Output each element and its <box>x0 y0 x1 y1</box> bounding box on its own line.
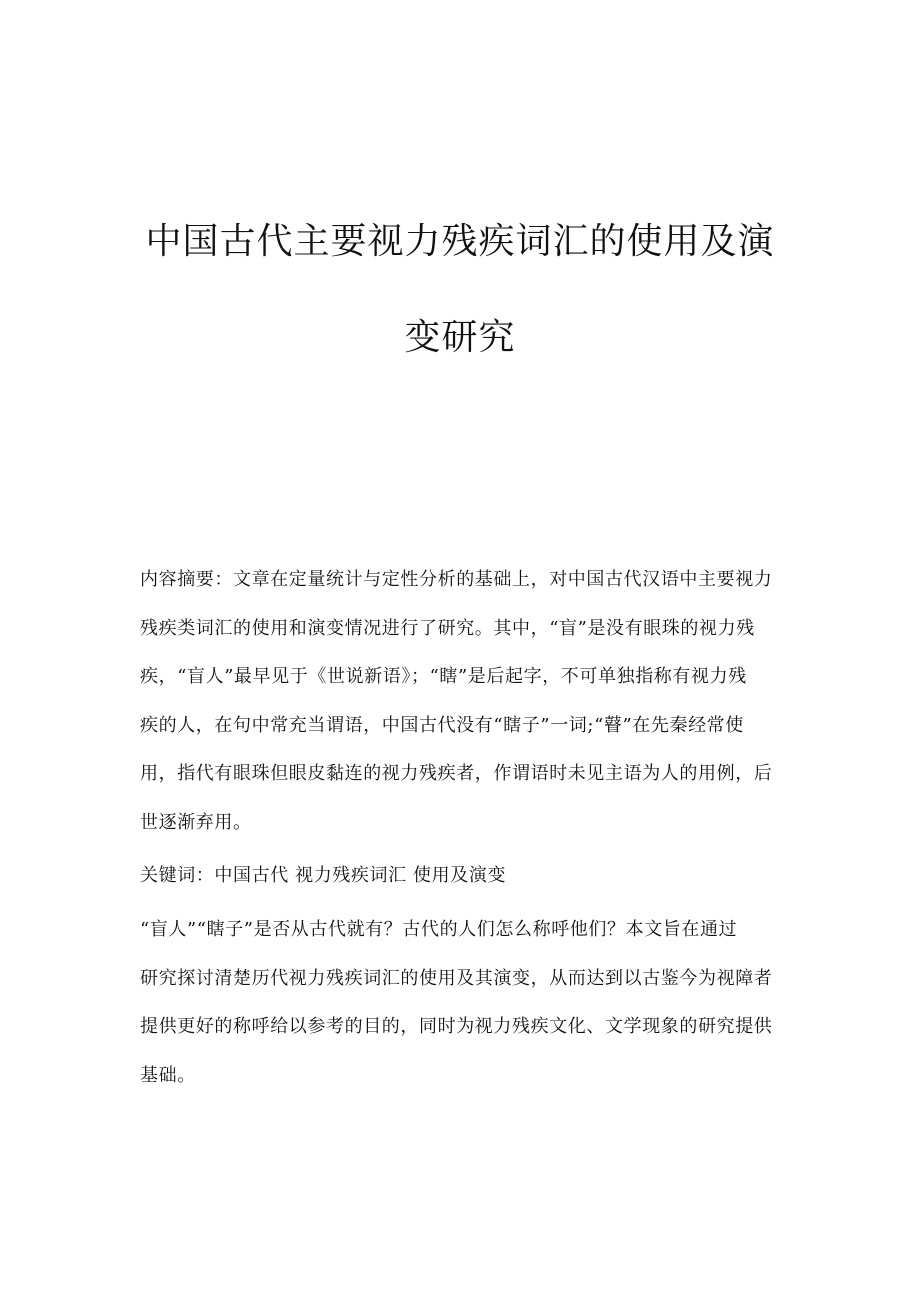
intro-line: “盲人”“瞎子”是否从古代就有？古代的人们怎么称呼他们？本文旨在通过 <box>140 919 738 940</box>
abstract-line: 疾，“盲人”最早见于《世说新语》；“瞎”是后起字，不可单独指称有视力残 <box>140 666 747 687</box>
abstract-line: 世逐渐弃用。 <box>140 811 252 833</box>
keywords-paragraph <box>140 864 790 913</box>
abstract-line: 残疾类词汇的使用和演变情况进行了研究。其中，“盲”是没有眼珠的视力残 <box>140 617 755 639</box>
document-title-line-1: 中国古代主要视力残疾词汇的使用及演 <box>145 221 775 262</box>
abstract-line: 内容摘要：文章在定量统计与定性分析的基础上，对中国古代汉语中主要视力 <box>140 569 773 590</box>
intro-line: 提供更好的称呼给以参考的目的，同时为视力残疾文化、文学现象的研究提供 <box>140 1016 773 1037</box>
abstract-line: 用，指代有眼珠但眼皮黏连的视力残疾者，作谓语时未见主语为人的用例，后 <box>140 763 773 784</box>
document-title-line-2: 变研究 <box>404 317 516 358</box>
intro-paragraph <box>140 918 790 1112</box>
intro-line: 基础。 <box>140 1064 196 1086</box>
abstract-line: 疾的人，在句中常充当谓语，中国古代没有“瞎子”一词;“瞽”在先秦经常使 <box>140 714 744 736</box>
keywords-line: 关键词：中国古代 视力残疾词汇 使用及演变 <box>140 865 507 886</box>
intro-line: 研究探讨清楚历代视力残疾词汇的使用及其演变，从而达到以古鉴今为视障者 <box>140 967 773 989</box>
abstract-paragraph <box>140 568 790 859</box>
